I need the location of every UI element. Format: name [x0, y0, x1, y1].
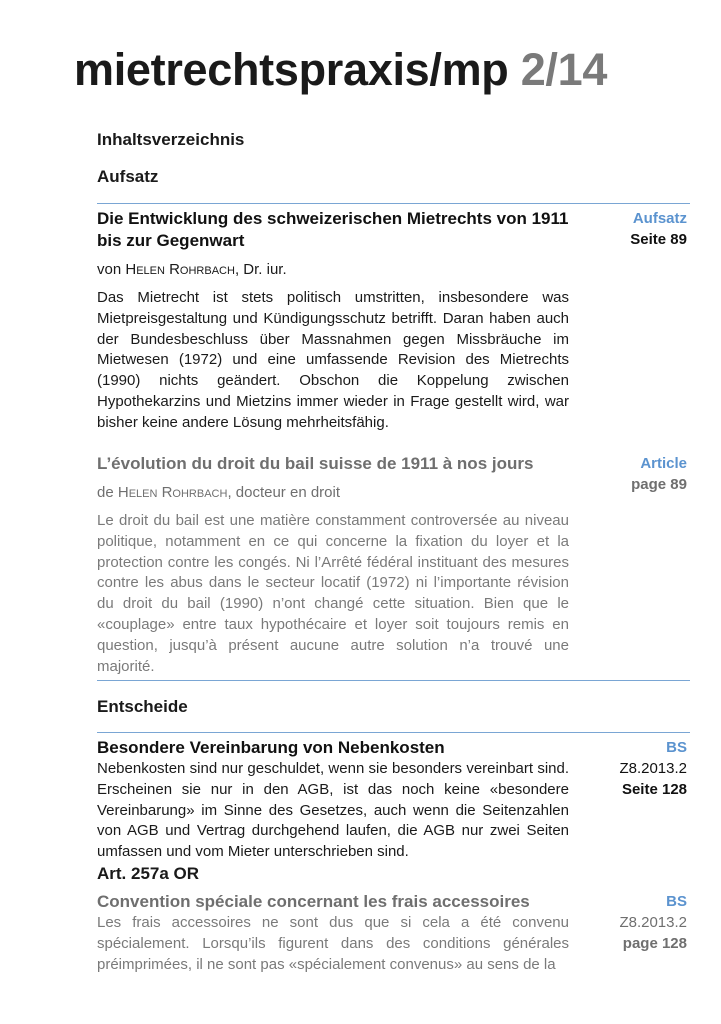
legal-article: Art. 257a OR: [97, 863, 200, 883]
toc-heading: Inhaltsverzeichnis: [97, 130, 245, 149]
decision-de: [97, 737, 569, 885]
article-de: [97, 208, 569, 434]
divider: [97, 203, 690, 204]
page-reference[interactable]: page 89: [631, 476, 687, 493]
divider: [97, 732, 690, 733]
article-meta-de: [630, 208, 687, 250]
category-label: Article: [640, 455, 687, 472]
masthead: [74, 44, 607, 96]
article-title-de[interactable]: Die Entwicklung des schweizerischen Mietrechts von 1911 bis zur Gegenwart: [97, 209, 569, 250]
page-reference[interactable]: Seite 128: [621, 781, 687, 798]
section-heading-entscheide: Entscheide: [97, 697, 188, 716]
decision-fr: [97, 891, 569, 975]
decision-title-fr[interactable]: Convention spéciale concernant les frais accessoires: [97, 892, 530, 911]
page-reference[interactable]: Seite 89: [630, 231, 687, 248]
issue-number: 2/14: [520, 44, 608, 95]
journal-title: mietrechtspraxis/mp: [74, 44, 509, 95]
article-abstract-fr: Le droit du bail est une matière constamment controversée au niveau politique, notamment en ce qui concerne la fixation du loyer et la protection contre les congés. Ni l’Arrêté fédéral instituant des mesures contre les abus dans le secteur locatif (1972) ni l’importante révision du droit du bail (1990) n’ont changé cette situation. Bien que le «couplage» entre taux hypothécaire et loyer soit toujours remis en question, jusqu’à présent aucune autre solution n’a trouvé une majorité.: [97, 512, 569, 675]
article-fr: [97, 453, 569, 677]
section-heading-aufsatz: Aufsatz: [97, 167, 159, 186]
category-label: BS: [666, 893, 687, 910]
article-author-de: von Helen Rohrbach, Dr. iur.: [97, 261, 287, 278]
article-meta-fr: [631, 453, 687, 495]
category-label: Aufsatz: [632, 210, 687, 227]
article-author-fr: de Helen Rohrbach, docteur en droit: [97, 484, 341, 501]
page-reference[interactable]: page 128: [622, 935, 687, 952]
decision-text-fr: Les frais accessoires ne sont dus que si cela a été convenu spécialement. Lorsqu’ils figurent dans des conditions générales préimprimées, il ne sont pas «spécialement convenus» au sens de la: [97, 914, 569, 973]
author-name: Helen Rohrbach: [117, 484, 228, 501]
case-reference: Z8.2013.2: [619, 760, 687, 777]
article-title-fr[interactable]: L’évolution du droit du bail suisse de 1911 à nos jours: [97, 454, 534, 473]
decision-title-de[interactable]: Besondere Vereinbarung von Nebenkosten: [97, 738, 445, 757]
divider: [97, 680, 690, 681]
case-reference: Z8.2013.2: [619, 914, 687, 931]
author-name: Helen Rohrbach: [125, 261, 235, 278]
category-label: BS: [666, 739, 687, 756]
article-abstract-de: Das Mietrecht ist stets politisch umstritten, insbesondere was Mietpreisgestaltung und Kündigungsschutz betrifft. Daran haben auch der Bundesbeschluss über Massnahmen gegen Missbräuche im Mietwesen (1972) und eine umfassende Revision des Mietrechts (1990) nichts geändert. Obschon die Koppelung zwischen Hypothekarzins und Mietzins immer wieder in Frage gestellt wird, war bisher keine andere Lösung mehrheitsfähig.: [97, 289, 569, 431]
decision-text-de: Nebenkosten sind nur geschuldet, wenn sie besonders vereinbart sind. Erscheinen sie nur in den AGB, ist das noch keine «besondere Vereinbarung» im Sinne des Gesetzes, auch wenn die Seitenzahlen von AGB und Vertrag durchgehend laufen, die AGB nur zwei Seiten umfassen und vom Mieter unterschrieben sind.: [97, 760, 569, 861]
decision-meta-de: [619, 737, 687, 800]
decision-meta-fr: [619, 891, 687, 954]
